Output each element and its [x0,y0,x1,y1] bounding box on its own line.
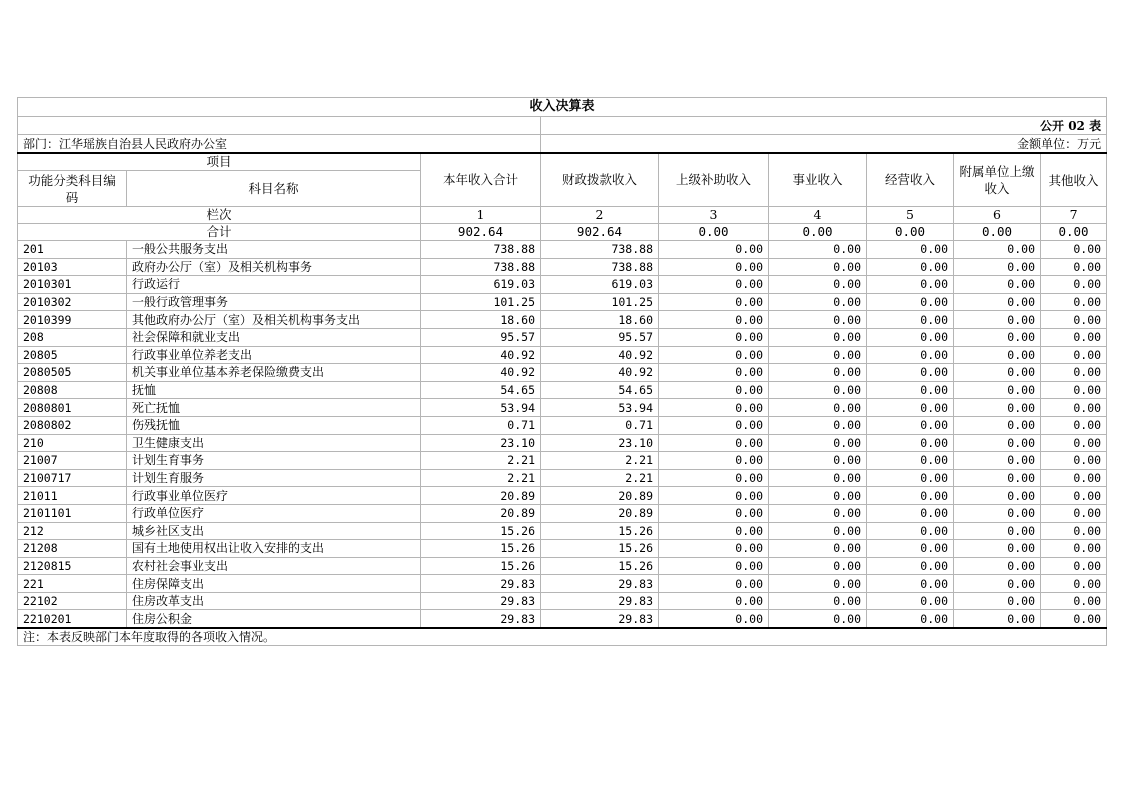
subject-name-cell: 卫生健康支出 [127,434,421,452]
amount-cell: 20.89 [541,504,659,522]
amount-cell: 40.92 [421,346,541,364]
amount-cell: 0.00 [769,381,867,399]
amount-cell: 0.00 [769,540,867,558]
amount-cell: 0.00 [867,504,954,522]
table-row [18,311,1107,329]
table-row [18,416,1107,434]
subject-code-cell: 2080505 [18,364,127,382]
subject-code-cell: 212 [18,522,127,540]
amount-cell: 23.10 [541,434,659,452]
amount-cell: 20.89 [541,487,659,505]
amount-cell: 0.00 [954,364,1041,382]
total-row-label: 合计 [18,224,421,241]
amount-cell: 0.00 [659,328,769,346]
subject-name-cell: 其他政府办公厅（室）及相关机构事务支出 [127,311,421,329]
total-cell: 902.64 [421,224,541,241]
subject-name-cell: 行政运行 [127,276,421,294]
amount-cell: 0.00 [867,487,954,505]
amount-cell: 23.10 [421,434,541,452]
subject-code-cell: 2080802 [18,416,127,434]
amount-cell: 0.00 [659,364,769,382]
fiscal-appropriation-header: 财政拨款收入 [541,153,659,207]
amount-cell: 0.00 [867,346,954,364]
amount-cell: 0.00 [954,610,1041,628]
amount-cell: 0.00 [659,276,769,294]
amount-cell: 0.00 [769,416,867,434]
amount-cell: 0.00 [769,434,867,452]
amount-cell: 29.83 [541,575,659,593]
amount-cell: 0.00 [769,504,867,522]
amount-cell: 0.00 [954,328,1041,346]
amount-cell: 0.00 [867,469,954,487]
amount-cell: 0.00 [867,364,954,382]
amount-cell: 54.65 [421,381,541,399]
amount-cell: 0.00 [659,416,769,434]
amount-cell: 0.00 [867,241,954,259]
amount-cell: 0.00 [659,557,769,575]
amount-cell: 0.00 [954,416,1041,434]
form-number: 公开 02 表 [541,117,1107,135]
subject-code-cell: 2120815 [18,557,127,575]
amount-cell: 29.83 [421,575,541,593]
subject-name-header: 科目名称 [127,171,421,207]
item-header: 项目 [18,153,421,171]
amount-cell: 0.00 [1041,469,1107,487]
amount-cell: 15.26 [541,522,659,540]
amount-cell: 0.00 [954,469,1041,487]
department-label: 部门：江华瑶族自治县人民政府办公室 [18,135,541,154]
table-row [18,434,1107,452]
total-income-header: 本年收入合计 [421,153,541,207]
amount-cell: 0.00 [1041,610,1107,628]
amount-cell: 0.00 [954,346,1041,364]
subject-code-cell: 20103 [18,258,127,276]
amount-cell: 53.94 [541,399,659,417]
amount-cell: 0.00 [867,293,954,311]
business-income-header: 事业收入 [769,153,867,207]
table-row [18,487,1107,505]
amount-cell: 15.26 [421,540,541,558]
amount-cell: 0.00 [867,276,954,294]
subject-name-cell: 行政事业单位养老支出 [127,346,421,364]
superior-subsidy-header: 上级补助收入 [659,153,769,207]
column-index-cell: 3 [659,207,769,224]
amount-cell: 18.60 [541,311,659,329]
subject-name-cell: 死亡抚恤 [127,399,421,417]
subject-code-cell: 2210201 [18,610,127,628]
subject-name-cell: 住房保障支出 [127,575,421,593]
amount-cell: 0.00 [659,504,769,522]
amount-cell: 0.00 [659,241,769,259]
amount-cell: 0.00 [659,258,769,276]
amount-cell: 0.00 [954,399,1041,417]
amount-cell: 95.57 [541,328,659,346]
subject-name-cell: 行政单位医疗 [127,504,421,522]
amount-cell: 0.00 [867,610,954,628]
amount-cell: 15.26 [541,540,659,558]
subject-code-cell: 201 [18,241,127,259]
amount-cell: 0.00 [1041,364,1107,382]
amount-cell: 0.00 [867,399,954,417]
amount-cell: 0.00 [954,258,1041,276]
amount-cell: 0.00 [769,346,867,364]
amount-cell: 0.00 [769,522,867,540]
subject-code-cell: 22102 [18,592,127,610]
amount-cell: 40.92 [541,364,659,382]
amount-cell: 0.00 [867,258,954,276]
amount-cell: 0.00 [659,540,769,558]
amount-cell: 738.88 [421,241,541,259]
amount-cell: 0.00 [1041,293,1107,311]
amount-cell: 29.83 [421,592,541,610]
amount-cell: 29.83 [541,610,659,628]
amount-cell: 101.25 [421,293,541,311]
amount-cell: 0.00 [1041,592,1107,610]
subject-name-cell: 住房公积金 [127,610,421,628]
column-index-cell: 4 [769,207,867,224]
subject-name-cell: 机关事业单位基本养老保险缴费支出 [127,364,421,382]
amount-cell: 0.00 [1041,328,1107,346]
amount-cell: 0.00 [769,575,867,593]
table-row [18,592,1107,610]
amount-cell: 0.00 [659,469,769,487]
amount-cell: 0.00 [659,381,769,399]
total-cell: 0.00 [867,224,954,241]
amount-cell: 0.00 [954,557,1041,575]
amount-cell: 0.71 [541,416,659,434]
table-row [18,241,1107,259]
unit-label: 金额单位：万元 [541,135,1107,154]
amount-cell: 40.92 [421,364,541,382]
amount-cell: 0.00 [1041,540,1107,558]
subject-name-cell: 行政事业单位医疗 [127,487,421,505]
column-index-cell: 7 [1041,207,1107,224]
amount-cell: 0.00 [769,276,867,294]
amount-cell: 0.00 [659,346,769,364]
table-row [18,276,1107,294]
amount-cell: 2.21 [541,452,659,470]
table-row [18,346,1107,364]
amount-cell: 0.00 [867,311,954,329]
other-income-header: 其他收入 [1041,153,1107,207]
table-row [18,504,1107,522]
subject-code-cell: 21011 [18,487,127,505]
amount-cell: 0.00 [1041,452,1107,470]
amount-cell: 2.21 [421,469,541,487]
amount-cell: 0.00 [659,592,769,610]
total-cell: 0.00 [659,224,769,241]
subject-name-cell: 城乡社区支出 [127,522,421,540]
amount-cell: 0.00 [867,416,954,434]
amount-cell: 0.00 [1041,557,1107,575]
amount-cell: 0.00 [769,364,867,382]
amount-cell: 0.00 [769,328,867,346]
subject-code-cell: 2080801 [18,399,127,417]
subject-code-cell: 2010301 [18,276,127,294]
amount-cell: 0.00 [867,575,954,593]
total-cell: 902.64 [541,224,659,241]
column-index-label: 栏次 [18,207,421,224]
amount-cell: 29.83 [541,592,659,610]
table-row [18,557,1107,575]
amount-cell: 0.00 [659,399,769,417]
amount-cell: 0.00 [954,311,1041,329]
amount-cell: 0.00 [867,540,954,558]
table-row [18,610,1107,628]
amount-cell: 54.65 [541,381,659,399]
subject-name-cell: 住房改革支出 [127,592,421,610]
table-body [18,241,1107,629]
amount-cell: 619.03 [541,276,659,294]
amount-cell: 0.00 [659,610,769,628]
amount-cell: 0.00 [954,540,1041,558]
income-final-accounts-sheet [17,97,1106,646]
amount-cell: 0.00 [659,487,769,505]
function-code-header: 功能分类科目编码 [18,171,127,207]
column-index-cell: 5 [867,207,954,224]
amount-cell: 0.00 [1041,434,1107,452]
amount-cell: 20.89 [421,504,541,522]
subject-code-cell: 221 [18,575,127,593]
subject-code-cell: 20808 [18,381,127,399]
subject-name-cell: 社会保障和就业支出 [127,328,421,346]
column-index-cell: 1 [421,207,541,224]
amount-cell: 738.88 [541,241,659,259]
table-row [18,522,1107,540]
amount-cell: 0.00 [769,452,867,470]
amount-cell: 29.83 [421,610,541,628]
amount-cell: 0.00 [1041,241,1107,259]
amount-cell: 0.00 [1041,416,1107,434]
amount-cell: 0.00 [1041,276,1107,294]
table-row [18,364,1107,382]
table-title: 收入决算表 [18,98,1107,117]
subject-name-cell: 计划生育事务 [127,452,421,470]
column-index-cell: 6 [954,207,1041,224]
amount-cell: 0.00 [769,241,867,259]
amount-cell: 0.00 [1041,258,1107,276]
subject-name-cell: 国有土地使用权出让收入安排的支出 [127,540,421,558]
amount-cell: 0.00 [954,522,1041,540]
total-cell: 0.00 [1041,224,1107,241]
amount-cell: 0.00 [769,592,867,610]
table-row [18,540,1107,558]
amount-cell: 0.00 [769,487,867,505]
table-row [18,575,1107,593]
subject-name-cell: 伤残抚恤 [127,416,421,434]
amount-cell: 0.00 [769,399,867,417]
subject-code-cell: 210 [18,434,127,452]
amount-cell: 0.00 [867,328,954,346]
amount-cell: 0.00 [954,276,1041,294]
amount-cell: 0.00 [1041,399,1107,417]
amount-cell: 40.92 [541,346,659,364]
amount-cell: 0.00 [1041,381,1107,399]
amount-cell: 619.03 [421,276,541,294]
amount-cell: 0.00 [659,522,769,540]
amount-cell: 0.00 [1041,522,1107,540]
amount-cell: 0.00 [659,311,769,329]
table-row [18,399,1107,417]
table-row [18,469,1107,487]
amount-cell: 15.26 [421,557,541,575]
amount-cell: 0.00 [659,434,769,452]
amount-cell: 0.00 [659,452,769,470]
amount-cell: 0.71 [421,416,541,434]
amount-cell: 0.00 [954,592,1041,610]
amount-cell: 0.00 [954,452,1041,470]
total-cell: 0.00 [769,224,867,241]
amount-cell: 0.00 [867,434,954,452]
subject-name-cell: 抚恤 [127,381,421,399]
amount-cell: 20.89 [421,487,541,505]
subject-code-cell: 21007 [18,452,127,470]
amount-cell: 2.21 [541,469,659,487]
amount-cell: 2.21 [421,452,541,470]
amount-cell: 738.88 [421,258,541,276]
subject-code-cell: 20805 [18,346,127,364]
amount-cell: 0.00 [954,504,1041,522]
amount-cell: 15.26 [541,557,659,575]
amount-cell: 0.00 [867,592,954,610]
amount-cell: 0.00 [769,258,867,276]
amount-cell: 0.00 [769,610,867,628]
table-row [18,328,1107,346]
subject-code-cell: 2010302 [18,293,127,311]
amount-cell: 15.26 [421,522,541,540]
column-index-cell: 2 [541,207,659,224]
amount-cell: 0.00 [1041,575,1107,593]
subject-code-cell: 208 [18,328,127,346]
amount-cell: 0.00 [954,381,1041,399]
amount-cell: 0.00 [769,311,867,329]
amount-cell: 0.00 [954,241,1041,259]
amount-cell: 0.00 [954,434,1041,452]
amount-cell: 0.00 [867,522,954,540]
operating-income-header: 经营收入 [867,153,954,207]
amount-cell: 0.00 [867,557,954,575]
amount-cell: 0.00 [769,557,867,575]
income-table [17,97,1107,646]
subject-code-cell: 2010399 [18,311,127,329]
amount-cell: 0.00 [954,487,1041,505]
amount-cell: 0.00 [867,452,954,470]
amount-cell: 0.00 [1041,346,1107,364]
subject-code-cell: 2101101 [18,504,127,522]
subject-name-cell: 农村社会事业支出 [127,557,421,575]
amount-cell: 0.00 [954,575,1041,593]
affiliated-unit-header: 附属单位上缴收入 [954,153,1041,207]
subject-name-cell: 政府办公厅（室）及相关机构事务 [127,258,421,276]
amount-cell: 18.60 [421,311,541,329]
subject-name-cell: 一般公共服务支出 [127,241,421,259]
amount-cell: 0.00 [769,469,867,487]
subject-code-cell: 2100717 [18,469,127,487]
subject-name-cell: 一般行政管理事务 [127,293,421,311]
amount-cell: 0.00 [954,293,1041,311]
table-row [18,258,1107,276]
table-row [18,381,1107,399]
subject-code-cell: 21208 [18,540,127,558]
subject-name-cell: 计划生育服务 [127,469,421,487]
total-cell: 0.00 [954,224,1041,241]
amount-cell: 0.00 [659,293,769,311]
amount-cell: 0.00 [867,381,954,399]
amount-cell: 95.57 [421,328,541,346]
table-row [18,452,1107,470]
table-note: 注：本表反映部门本年度取得的各项收入情况。 [18,628,1107,646]
amount-cell: 101.25 [541,293,659,311]
amount-cell: 0.00 [1041,487,1107,505]
amount-cell: 53.94 [421,399,541,417]
table-row [18,293,1107,311]
amount-cell: 738.88 [541,258,659,276]
amount-cell: 0.00 [1041,311,1107,329]
amount-cell: 0.00 [659,575,769,593]
amount-cell: 0.00 [769,293,867,311]
amount-cell: 0.00 [1041,504,1107,522]
